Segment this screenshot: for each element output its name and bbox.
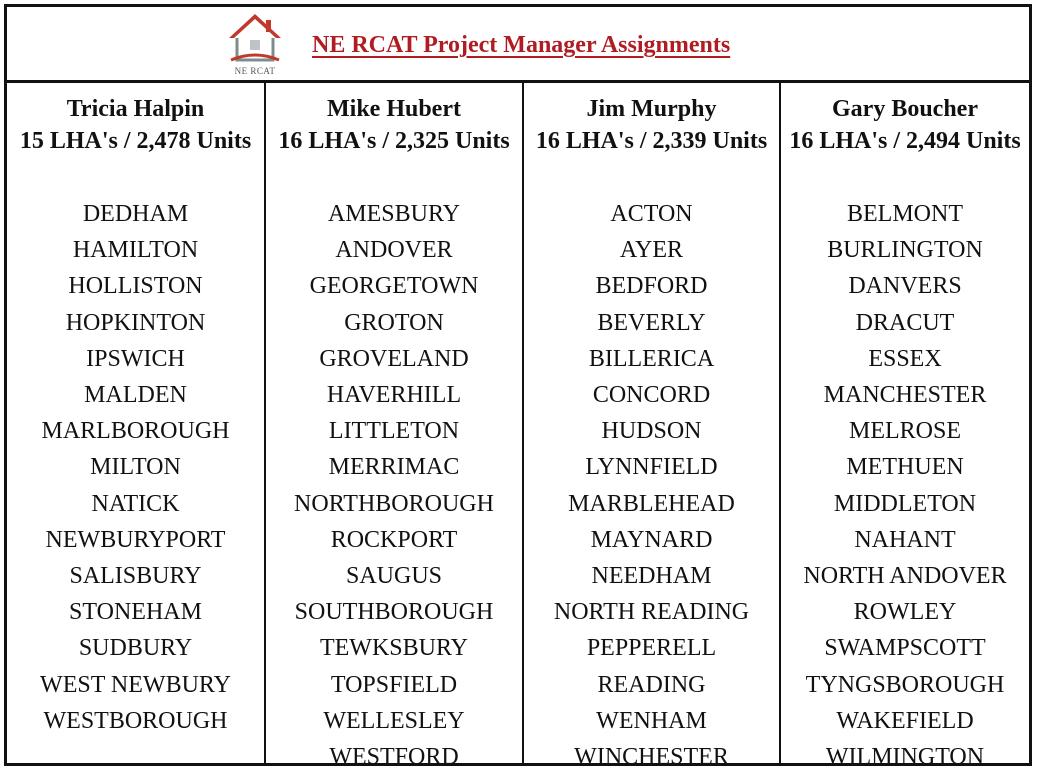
town-list-item: WAKEFIELD — [836, 707, 974, 734]
town-list-item: WESTBOROUGH — [43, 707, 228, 734]
town-list-item: NEEDHAM — [591, 563, 712, 590]
town-list-item: DEDHAM — [82, 201, 189, 227]
manager-name: Gary Boucher — [832, 96, 978, 122]
town-list-item: WEST NEWBURY — [40, 671, 231, 698]
town-list-item: CONCORD — [592, 382, 711, 409]
town-list-item: GEORGETOWN — [309, 273, 479, 300]
manager-name: Tricia Halpin — [66, 96, 205, 122]
town-list-item: LITTLETON — [328, 418, 460, 445]
manager-summary: 15 LHA's / 2,478 Units — [19, 128, 252, 154]
town-list-item: MAYNARD — [590, 526, 713, 553]
town-list-item: WELLESLEY — [323, 707, 465, 734]
town-list-item: SUDBURY — [78, 635, 193, 662]
town-list — [266, 196, 522, 775]
town-list-item: HAMILTON — [72, 237, 199, 264]
town-list-item: ESSEX — [868, 345, 942, 372]
manager-name: Jim Murphy — [586, 96, 717, 122]
manager-column — [264, 80, 522, 771]
manager-summary: 16 LHA's / 2,325 Units — [278, 128, 510, 154]
header — [7, 7, 1029, 83]
town-list-item: NORTHBOROUGH — [294, 490, 494, 517]
town-list-item: DANVERS — [848, 273, 962, 300]
town-list-item: SALISBURY — [69, 563, 202, 590]
town-list-item: NAHANT — [854, 526, 956, 553]
manager-name: Mike Hubert — [327, 96, 461, 122]
town-list-item: MILTON — [90, 454, 181, 481]
town-list-item: WINCHESTER — [574, 744, 729, 771]
town-list-item: ANDOVER — [335, 237, 453, 264]
town-list-item: MARLBOROUGH — [41, 418, 230, 445]
town-list-item: GROTON — [344, 309, 444, 336]
town-list-item: STONEHAM — [69, 599, 202, 626]
town-list-item: BELMONT — [847, 201, 963, 227]
town-list-item: IPSWICH — [86, 345, 185, 372]
town-list-item: WENHAM — [596, 707, 707, 734]
town-list-item: METHUEN — [846, 454, 964, 481]
town-list-item: BILLERICA — [588, 345, 715, 372]
town-list — [7, 196, 264, 739]
town-list-item: BEDFORD — [595, 273, 708, 300]
town-list-item: READING — [597, 671, 706, 698]
town-list-item: HUDSON — [601, 418, 702, 445]
town-list-item: BEVERLY — [597, 309, 706, 336]
house-icon — [225, 10, 285, 66]
town-list-item: NEWBURYPORT — [45, 526, 226, 553]
town-list-item: TYNGSBOROUGH — [805, 671, 1005, 698]
manager-summary: 16 LHA's / 2,494 Units — [789, 128, 1021, 154]
assignments-sheet — [4, 4, 1032, 771]
town-list-item: PEPPERELL — [586, 635, 717, 662]
town-list-item: SAUGUS — [345, 563, 443, 590]
town-list-item: MIDDLETON — [833, 490, 977, 517]
town-list-item: WILMINGTON — [825, 744, 985, 771]
town-list-item: NATICK — [91, 490, 180, 517]
town-list-item: NORTH READING — [553, 599, 750, 626]
manager-summary: 16 LHA's / 2,339 Units — [535, 128, 768, 154]
town-list-item: MALDEN — [84, 382, 187, 409]
town-list-item: MERRIMAC — [328, 454, 460, 481]
town-list-item: MELROSE — [848, 418, 961, 445]
logo-text: NE RCAT — [234, 66, 276, 76]
manager-column — [522, 80, 779, 771]
town-list-item: AMESBURY — [327, 201, 461, 227]
town-list-item: SWAMPSCOTT — [824, 635, 986, 662]
town-list-item: GROVELAND — [319, 345, 469, 372]
ne-rcat-logo — [225, 10, 285, 78]
town-list-item: HOLLISTON — [68, 273, 203, 300]
town-list-item: NORTH ANDOVER — [803, 563, 1007, 590]
manager-column — [7, 80, 264, 763]
town-list-item: AYER — [619, 237, 684, 264]
town-list — [524, 196, 779, 775]
town-list-item: LYNNFIELD — [585, 454, 718, 481]
town-list-item: SOUTHBOROUGH — [294, 599, 494, 626]
town-list-item: TEWKSBURY — [319, 635, 468, 662]
town-list-item: MARBLEHEAD — [568, 490, 735, 517]
town-list — [781, 196, 1029, 775]
town-list-item: BURLINGTON — [827, 237, 983, 264]
town-list-item: ROWLEY — [853, 599, 957, 626]
town-list-item: MANCHESTER — [823, 382, 987, 409]
page-title: NE RCAT Project Manager Assignments — [312, 32, 731, 58]
manager-columns — [7, 80, 1029, 771]
town-list-item: WESTFORD — [329, 744, 459, 771]
town-list-item: DRACUT — [855, 309, 955, 336]
town-list-item: ROCKPORT — [330, 526, 458, 553]
town-list-item: HOPKINTON — [65, 309, 206, 336]
town-list-item: HAVERHILL — [326, 382, 462, 409]
manager-column — [779, 80, 1029, 771]
town-list-item: ACTON — [610, 201, 693, 227]
town-list-item: TOPSFIELD — [330, 671, 458, 698]
